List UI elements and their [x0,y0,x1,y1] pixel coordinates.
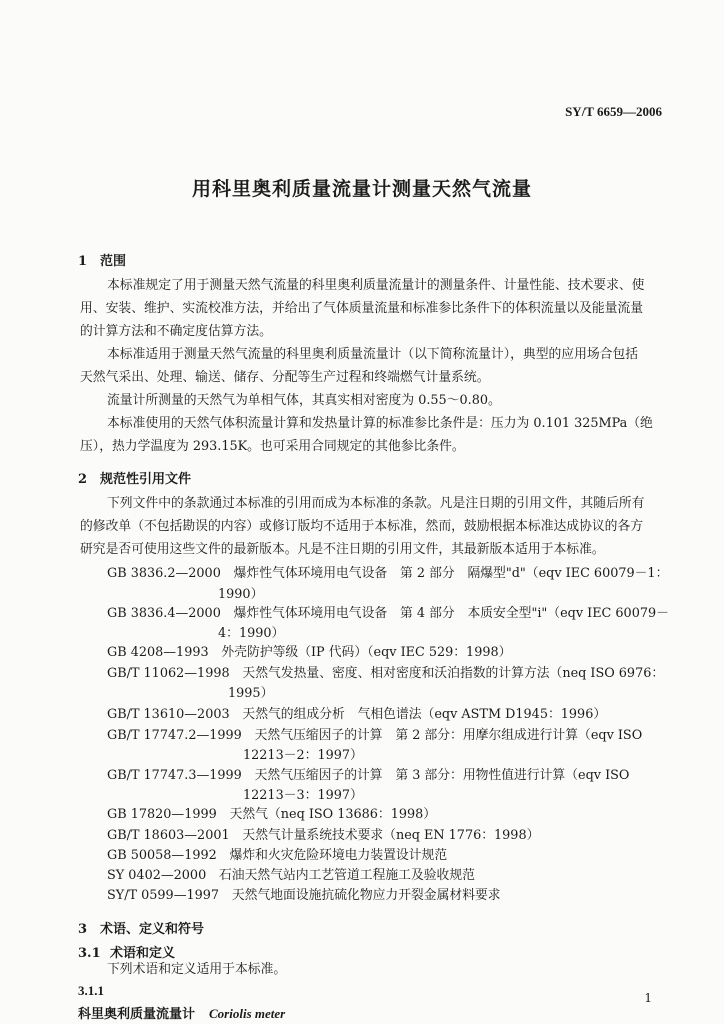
document-code: SY/T 6659—2006 [565,104,662,119]
paragraph-line: 研究是否可使用这些文件的最新版本。凡是不注日期的引用文件，其最新版本适用于本标准。 [80,542,605,557]
reference-line: GB/T 13610—2003 天然气的组成分析 气相色谱法（eqv ASTM D1945：1996） [107,707,607,722]
term-english: Coriolis meter [209,1006,286,1021]
reference-line: SY 0402—2000 石油天然气站内工艺管道工程施工及验收规范 [107,868,475,883]
reference-continuation: 1995） [228,686,274,701]
reference-continuation: 4：1990） [218,626,285,641]
section-1-heading [78,250,126,269]
reference-line: GB 17820—1999 天然气（neq ISO 13686：1998） [107,807,437,822]
reference-line: GB 4208—1993 外壳防护等级（IP 代码）（eqv IEC 529：1998） [107,645,512,660]
term-chinese: 科里奥利质量流量计 [78,1007,196,1022]
subsection-title: 术语和定义 [110,946,176,961]
subsection-number: 3.1 [78,946,101,961]
paragraph-line: 本标准规定了用于测量天然气流量的科里奥利质量流量计的测量条件、计量性能、技术要求、使 [107,278,645,293]
reference-continuation: 1990） [218,587,264,602]
page-number: 1 [644,991,652,1005]
reference-line: GB/T 17747.3—1999 天然气压缩因子的计算 第 3 部分：用物性值进行计算（eqv ISO [107,768,630,783]
section-title: 规范性引用文件 [100,472,192,487]
reference-continuation: 12213－3：1997） [243,788,363,803]
paragraph-line: 流量计所测量的天然气为单相气体，其真实相对密度为 0.55～0.80。 [107,393,501,408]
section-number: 3 [78,922,88,937]
paragraph-line: 的修改单（不包括勘误的内容）或修订版均不适用于本标准，然而，鼓励根据本标准达成协议的各方 [80,519,644,534]
paragraph-line: 的计算方法和不确定度估算方法。 [80,324,272,339]
paragraph-line: 本标准适用于测量天然气流量的科里奥利质量流量计（以下简称流量计），典型的应用场合包括 [107,347,639,362]
reference-line: GB/T 11062—1998 天然气发热量、密度、相对密度和沃泊指数的计算方法（neq ISO 6976： [107,666,665,681]
paragraph-line: 用、安装、维护、实流校准方法，并给出了气体质量流量和标准参比条件下的体积流量以及能量流量 [80,301,644,316]
document-title: 用科里奥利质量流量计测量天然气流量 [191,178,532,200]
paragraph-line: 本标准使用的天然气体积流量计算和发热量计算的标准参比条件是：压力为 0.101 325MPa（绝 [107,416,653,431]
reference-line: SY/T 0599—1997 天然气地面设施抗硫化物应力开裂金属材料要求 [107,888,501,903]
section-title: 术语、定义和符号 [100,922,205,937]
term-entry [78,1003,285,1022]
paragraph-line: 天然气采出、处理、输送、储存、分配等生产过程和终端燃气计量系统。 [80,370,490,385]
reference-line: GB/T 18603—2001 天然气计量系统技术要求（neq EN 1776：1998） [107,828,540,843]
section-2-heading [78,468,191,487]
section-3-heading [78,918,204,937]
paragraph-line: 下列文件中的条款通过本标准的引用而成为本标准的条款。凡是注日期的引用文件，其随后所有 [107,496,645,511]
section-number: 1 [78,254,88,269]
paragraph-line: 压），热力学温度为 293.15K。也可采用合同规定的其他参比条件。 [80,439,465,454]
reference-line: GB 3836.2—2000 爆炸性气体环境用电气设备 第 2 部分 隔爆型"d"（eqv IEC 60079－1： [107,566,669,581]
reference-line: GB 50058—1992 爆炸和火灾危险环境电力装置设计规范 [107,848,448,863]
reference-line: GB/T 17747.2—1999 天然气压缩因子的计算 第 2 部分：用摩尔组成进行计算（eqv ISO [107,728,643,743]
reference-line: GB 3836.4—2000 爆炸性气体环境用电气设备 第 4 部分 本质安全型"i"（eqv IEC 60079－ [107,606,669,621]
section-title: 范围 [100,254,127,269]
section-number: 2 [78,472,88,487]
reference-continuation: 12213－2：1997） [243,748,363,763]
paragraph-line: 下列术语和定义适用于本标准。 [107,962,287,977]
subsection-3-1-1-number: 3.1.1 [78,983,104,998]
